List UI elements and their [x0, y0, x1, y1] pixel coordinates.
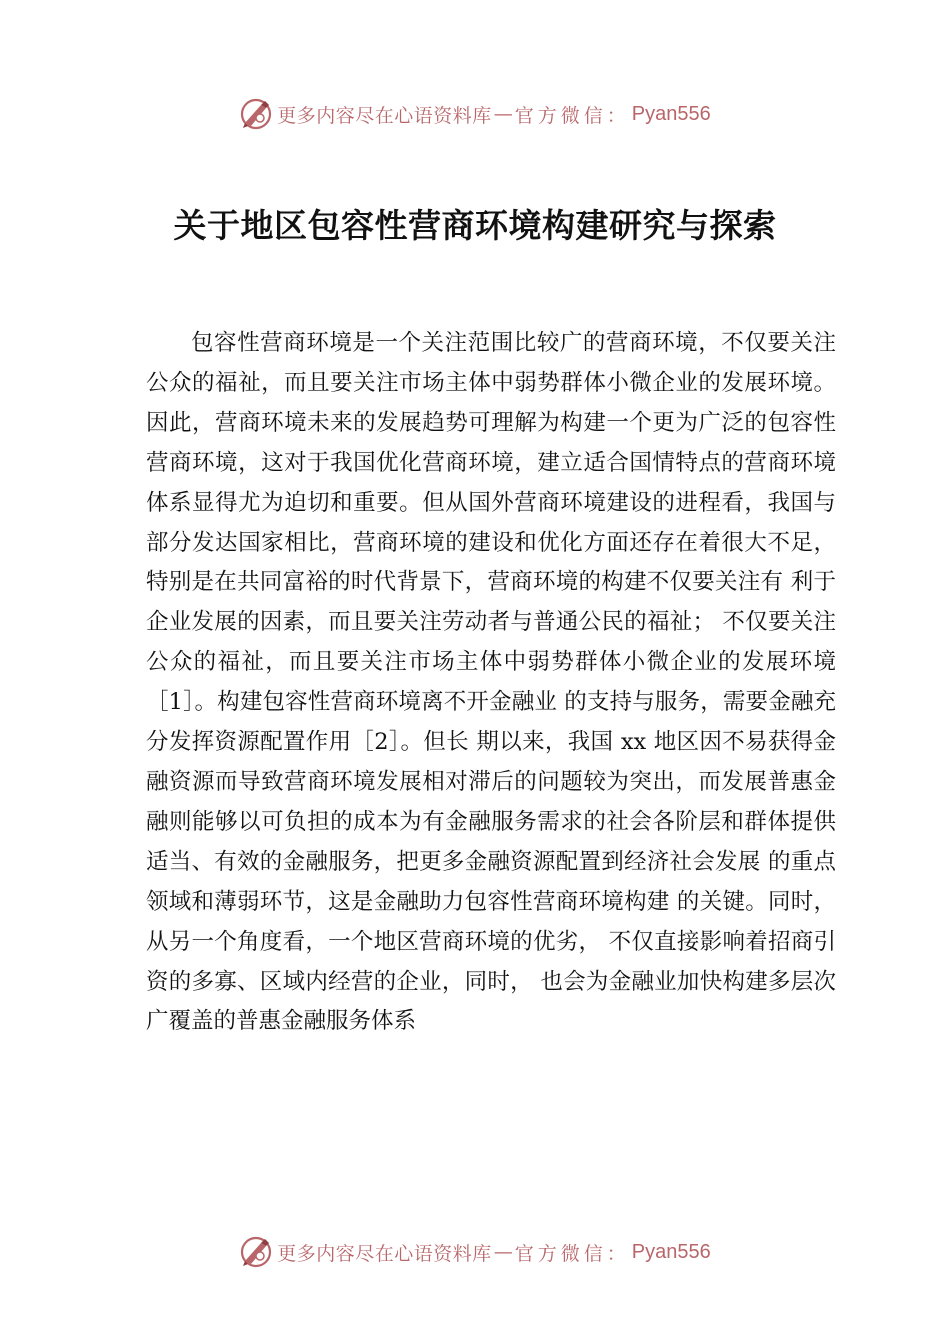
watermark-footer	[0, 1232, 950, 1272]
watermark-header	[0, 94, 950, 134]
watermark-separator: —	[493, 103, 513, 125]
watermark-text: 更多内容尽在心语资料库	[277, 104, 492, 127]
document-title: 关于地区包容性营商环境构建研究与探索	[173, 206, 777, 245]
wechat-id: Pyan556	[631, 1240, 711, 1263]
wechat-label: 官方微信：	[514, 104, 630, 127]
watermark-text: 更多内容尽在心语资料库	[277, 1242, 492, 1265]
wechat-label: 官方微信：	[514, 1242, 630, 1265]
pen-logo-icon	[239, 1235, 273, 1269]
watermark-separator: —	[493, 1241, 513, 1263]
body-paragraph: 包容性营商环境是一个关注范围比较广的营商环境，不仅要关注公众的福祉，而且要关注市场主体中弱势群体小微企业的发展环境。因此，营商环境未来的发展趋势可理解为构建一个更为广泛的包容性营商环境，这对于我国优化营商环境，建立适合国情特点的营商环境体系显得尤为迫切和重要。但从国外营商环境建设的进程看，我国与部分发达国家相比，营商环境的建设和优化方面还存在着很大不足，特别是在共同富裕的时代背景下，营商环境的构建不仅要关注有 利于企业发展的因素，而且要关注劳动者与普通公民的福祉； 不仅要关注公众的福祉，而且要关注市场主体中弱势群体小微企业的发展环境［1］。构建包容性营商环境离不开金融业 的支持与服务，需要金融充分发挥资源配置作用［2］。但长 期以来，我国 xx 地区因不易获得金融资源而导致营商环境发展相对滞后的问题较为突出，而发展普惠金融则能够以可负担的成本为有金融服务需求的社会各阶层和群体提供适当、有效的金融服务，把更多金融资源配置到经济社会发展 的重点领域和薄弱环节，这是金融助力包容性营商环境构建 的关键。同时，从另一个角度看，一个地区营商环境的优劣， 不仅直接影响着招商引资的多寡、区域内经营的企业，同时， 也会为金融业加快构建多层次广覆盖的普惠金融服务体系	[146, 330, 836, 1035]
pen-logo-icon	[239, 97, 273, 131]
wechat-id: Pyan556	[631, 102, 711, 125]
